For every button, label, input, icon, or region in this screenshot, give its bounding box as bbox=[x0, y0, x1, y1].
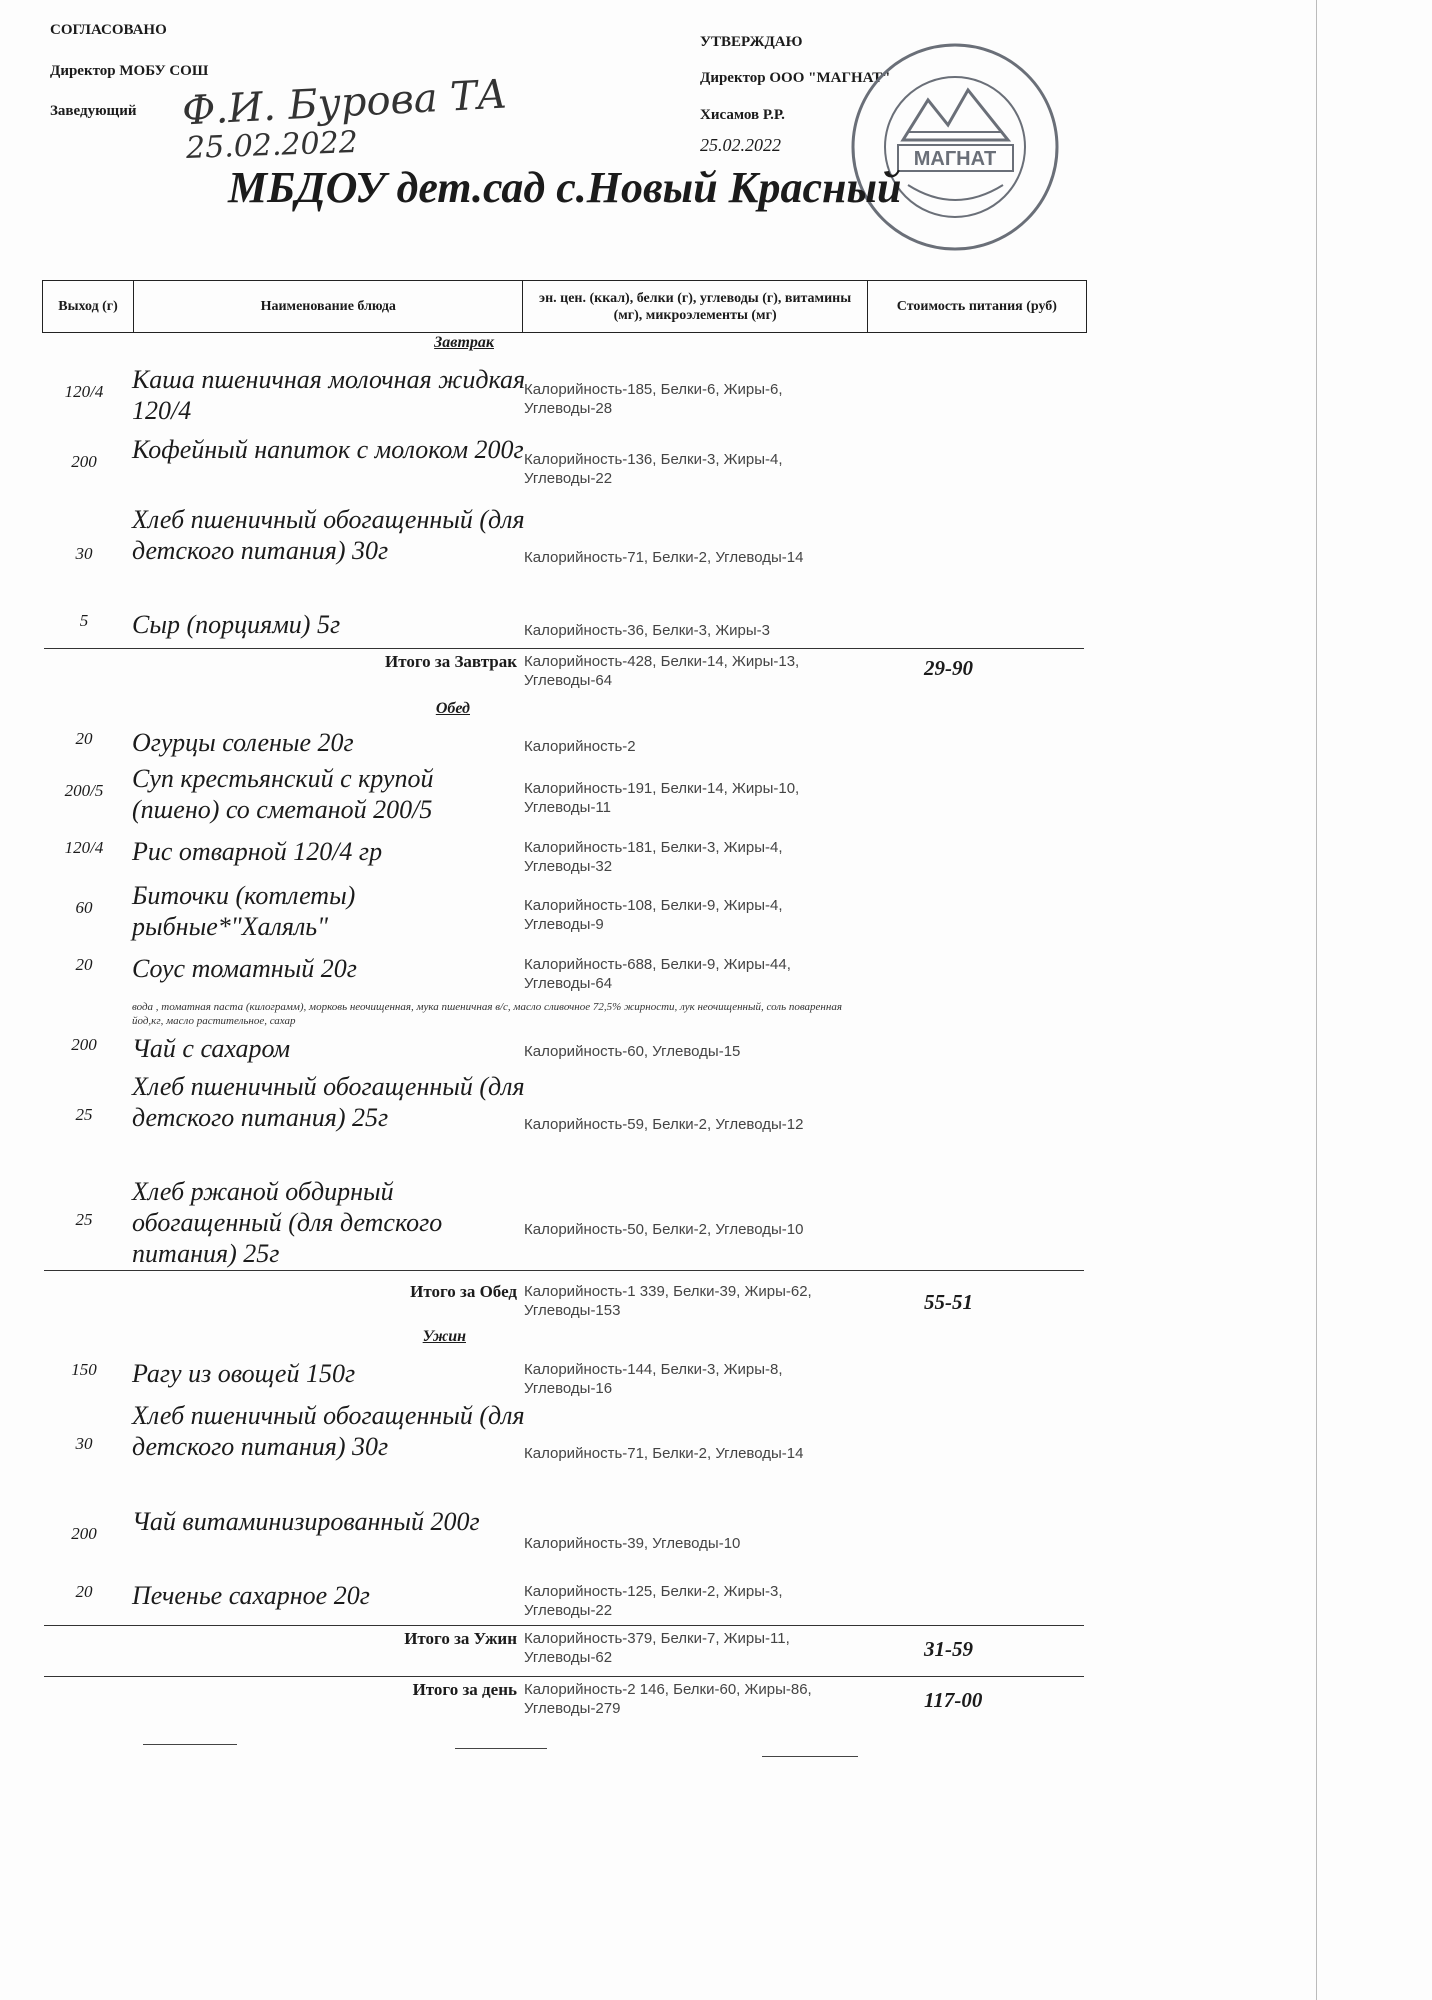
row-yield: 200 bbox=[71, 452, 97, 471]
row-dish: Рис отварной 120/4 гр bbox=[132, 837, 383, 866]
row-nutrition: Калорийность-71, Белки-2, Углеводы-14 bbox=[524, 1445, 804, 1462]
company-stamp bbox=[848, 40, 1063, 255]
total-label: Итого за Завтрак bbox=[384, 652, 517, 671]
section-dinner-title: Ужин bbox=[422, 1328, 466, 1345]
row-yield: 200 bbox=[71, 1524, 97, 1543]
row-yield: 5 bbox=[79, 611, 89, 630]
head-label: Заведующий bbox=[50, 103, 137, 119]
row-dish: Хлеб пшеничный обогащенный (для детского питания) 30г bbox=[132, 505, 525, 565]
divider bbox=[44, 1676, 1084, 1677]
row-yield: 200 bbox=[71, 1035, 97, 1054]
agreed-label: СОГЛАСОВАНО bbox=[50, 22, 167, 38]
row-dish: Чай с сахаром bbox=[132, 1034, 291, 1063]
row-dish: Хлеб ржаной обдирный обогащенный (для детского питания) 25г bbox=[132, 1177, 443, 1268]
row-dish: Хлеб пшеничный обогащенный (для детского питания) 30г bbox=[132, 1401, 525, 1461]
row-yield: 150 bbox=[71, 1360, 97, 1379]
cost-header: Стоимость питания (руб) bbox=[867, 281, 1086, 333]
page-title: МБДОУ дет.сад с.Новый Красный bbox=[228, 163, 902, 212]
blank-line bbox=[762, 1756, 858, 1757]
row-nutrition: Калорийность-71, Белки-2, Углеводы-14 bbox=[524, 549, 804, 566]
row-yield: 25 bbox=[75, 1105, 93, 1124]
section-breakfast-title: Завтрак bbox=[434, 334, 494, 351]
total-cost: 117-00 bbox=[924, 1688, 983, 1712]
nutrition-header: эн. цен. (ккал), белки (г), углеводы (г), витамины (мг), микроэлементы (мг) bbox=[523, 281, 867, 333]
row-yield: 200/5 bbox=[64, 781, 104, 800]
row-nutrition: Калорийность-108, Белки-9, Жиры-4, Углеводы-9 bbox=[524, 897, 783, 933]
row-yield: 30 bbox=[75, 1434, 93, 1453]
row-dish: Сыр (порциями) 5г bbox=[132, 610, 341, 639]
total-cost: 29-90 bbox=[924, 656, 973, 680]
row-dish: Биточки (котлеты) рыбные*"Халяль" bbox=[132, 881, 356, 941]
row-yield: 20 bbox=[75, 729, 93, 748]
blank-line bbox=[143, 1744, 237, 1745]
approve-name: Хисамов Р.Р. bbox=[700, 107, 785, 123]
row-nutrition: Калорийность-185, Белки-6, Жиры-6, Углеводы-28 bbox=[524, 381, 783, 417]
row-nutrition: Калорийность-688, Белки-9, Жиры-44, Углеводы-64 bbox=[524, 956, 791, 992]
sauce-ingredients-note: вода , томатная паста (килограмм), морковь неочищенная, мука пшеничная в/с, масло сливочное 72,5% жирности, лук неочищенный, соль поваренная йод,кг, масло растительное, сахар bbox=[132, 1001, 842, 1027]
row-yield: 60 bbox=[75, 898, 93, 917]
blank-line bbox=[455, 1748, 547, 1749]
row-dish: Хлеб пшеничный обогащенный (для детского питания) 25г bbox=[132, 1072, 525, 1132]
row-yield: 30 bbox=[75, 544, 93, 563]
row-yield: 20 bbox=[75, 955, 93, 974]
row-yield: 25 bbox=[75, 1210, 93, 1229]
total-values: Калорийность-428, Белки-14, Жиры-13, Углеводы-64 bbox=[524, 653, 800, 689]
row-yield: 20 bbox=[75, 1582, 93, 1601]
row-nutrition: Калорийность-125, Белки-2, Жиры-3, Углеводы-22 bbox=[524, 1583, 783, 1619]
divider bbox=[44, 648, 1084, 649]
total-cost: 31-59 bbox=[924, 1637, 973, 1661]
row-dish: Каша пшеничная молочная жидкая 120/4 bbox=[132, 365, 526, 425]
row-nutrition: Калорийность-36, Белки-3, Жиры-3 bbox=[524, 622, 771, 639]
handwritten-signature: Ф.И. Бурова ТА bbox=[181, 71, 509, 135]
total-values: Калорийность-1 339, Белки-39, Жиры-62, Углеводы-153 bbox=[524, 1283, 812, 1319]
divider bbox=[44, 1270, 1084, 1271]
approve-position: Директор ООО "МАГНАТ" bbox=[700, 70, 891, 86]
table-header bbox=[42, 280, 1087, 333]
agreed-position: Директор МОБУ СОШ bbox=[50, 63, 209, 79]
approve-date: 25.02.2022 bbox=[700, 135, 781, 155]
row-dish: Рагу из овощей 150г bbox=[132, 1359, 356, 1388]
row-nutrition: Калорийность-39, Углеводы-10 bbox=[524, 1535, 741, 1552]
row-nutrition: Калорийность-144, Белки-3, Жиры-8, Углеводы-16 bbox=[524, 1361, 783, 1397]
row-dish: Кофейный напиток с молоком 200г bbox=[132, 435, 524, 464]
row-yield: 120/4 bbox=[64, 382, 104, 401]
row-dish: Суп крестьянский с крупой (пшено) со сметаной 200/5 bbox=[132, 764, 434, 824]
row-dish: Печенье сахарное 20г bbox=[132, 1581, 370, 1610]
row-nutrition: Калорийность-59, Белки-2, Углеводы-12 bbox=[524, 1116, 804, 1133]
row-yield: 120/4 bbox=[64, 838, 104, 857]
row-nutrition: Калорийность-2 bbox=[524, 738, 636, 755]
row-nutrition: Калорийность-60, Углеводы-15 bbox=[524, 1043, 741, 1060]
approve-label: УТВЕРЖДАЮ bbox=[700, 34, 803, 50]
total-label: Итого за Обед bbox=[410, 1282, 517, 1301]
total-cost: 55-51 bbox=[924, 1290, 973, 1314]
row-dish: Огурцы соленые 20г bbox=[132, 728, 354, 757]
yield-header: Выход (г) bbox=[43, 281, 134, 333]
total-values: Калорийность-2 146, Белки-60, Жиры-86, Углеводы-279 bbox=[524, 1681, 812, 1717]
section-lunch-title: Обед bbox=[435, 700, 470, 717]
scan-edge bbox=[1316, 0, 1317, 2000]
total-label: Итого за Ужин bbox=[404, 1629, 517, 1648]
total-values: Калорийность-379, Белки-7, Жиры-11, Углеводы-62 bbox=[524, 1630, 790, 1666]
row-nutrition: Калорийность-50, Белки-2, Углеводы-10 bbox=[524, 1221, 804, 1238]
row-dish: Соус томатный 20г bbox=[132, 954, 357, 983]
signature-date: 25.02.2022 bbox=[185, 125, 359, 166]
row-nutrition: Калорийность-191, Белки-14, Жиры-10, Углеводы-11 bbox=[524, 780, 800, 816]
row-dish: Чай витаминизированный 200г bbox=[132, 1507, 480, 1536]
divider bbox=[44, 1625, 1084, 1626]
total-label: Итого за день bbox=[412, 1680, 517, 1699]
dish-header: Наименование блюда bbox=[134, 281, 523, 333]
row-nutrition: Калорийность-181, Белки-3, Жиры-4, Углеводы-32 bbox=[524, 839, 783, 875]
stamp-text: МАГНАТ bbox=[913, 148, 997, 170]
row-nutrition: Калорийность-136, Белки-3, Жиры-4, Углеводы-22 bbox=[524, 451, 783, 487]
